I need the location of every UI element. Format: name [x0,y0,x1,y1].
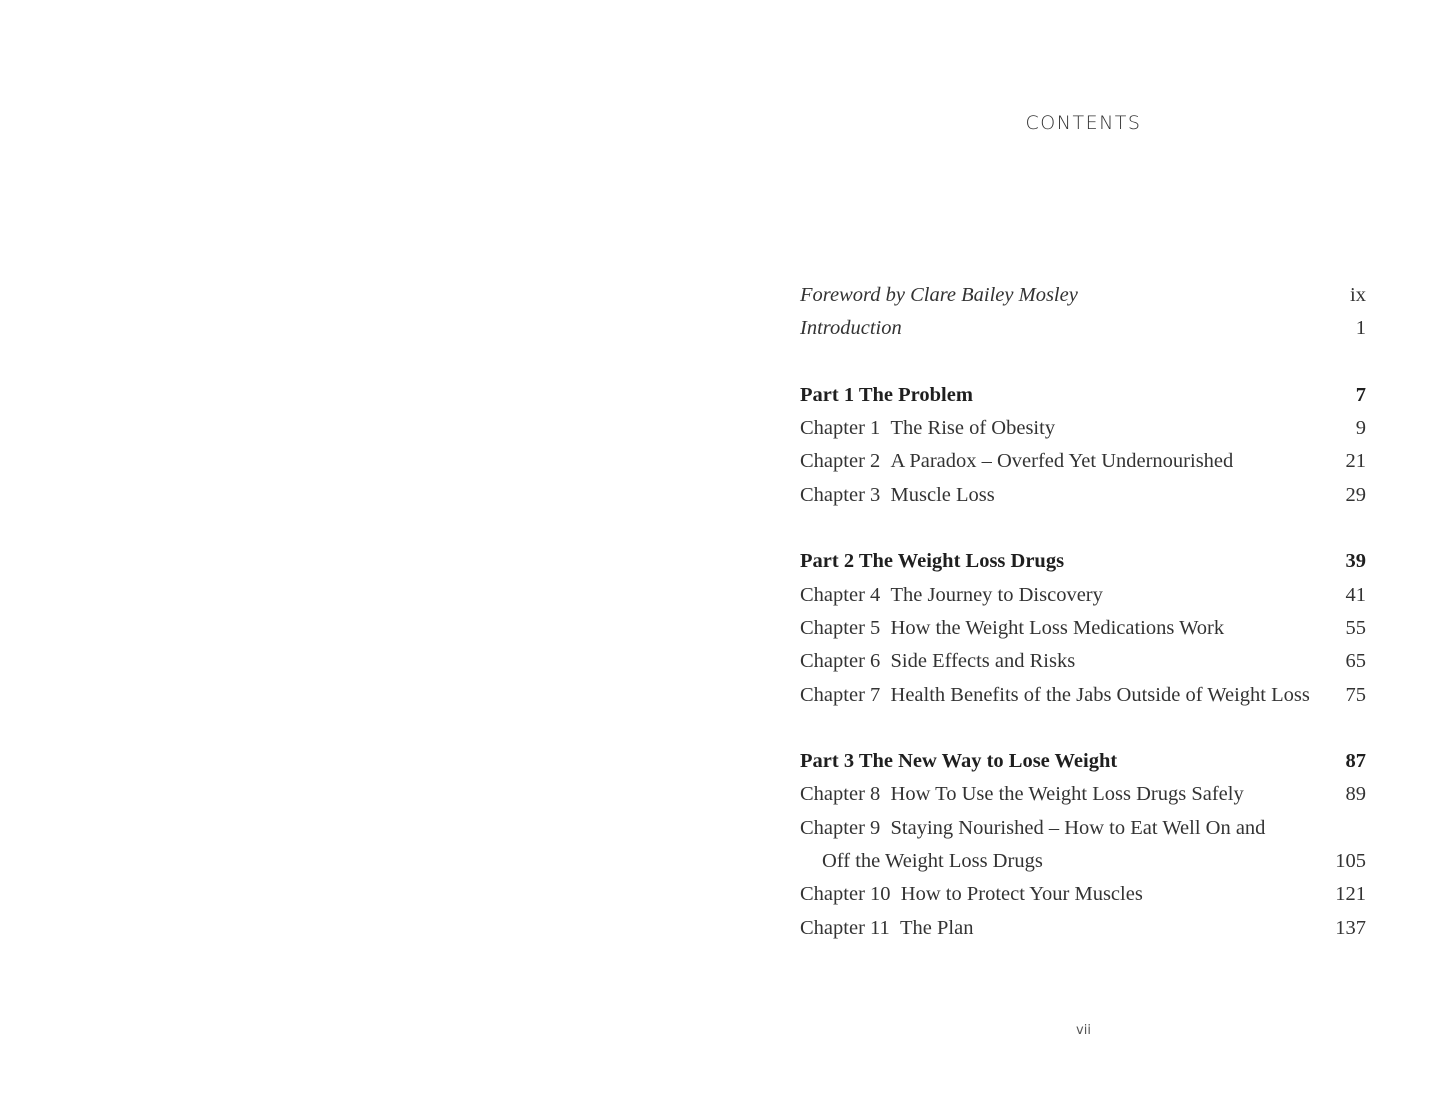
toc-chapter-2[interactable] [800,445,1366,478]
toc-chapter-10[interactable] [800,878,1366,911]
page-number: 55 [1345,616,1366,639]
page-folio: vii [1076,1023,1091,1038]
chapter-number: Chapter 4 [800,583,881,606]
right-page [722,0,1445,1105]
entry-title [800,579,1103,612]
toc-chapter-11[interactable] [800,912,1366,945]
section-spacer [800,712,1366,745]
chapter-number: Chapter 1 [800,417,881,440]
entry-title [800,445,1233,478]
page-number: 65 [1345,650,1366,673]
chapter-title: Muscle Loss [890,483,995,506]
toc-part-3[interactable] [800,745,1366,778]
chapter-number: Chapter 3 [800,483,881,506]
section-spacer [800,346,1366,379]
page-number: 121 [1335,883,1366,906]
page-number: 41 [1345,583,1366,606]
page-number: ix [1350,284,1366,306]
page-number: 9 [1355,417,1366,440]
part-title: Part 3 The New Way to Lose Weight [800,750,1118,773]
chapter-title: Health Benefits of the Jabs Outside of Weight Loss [890,683,1310,706]
chapter-title: The Plan [900,916,974,939]
toc-part-1[interactable] [800,379,1366,412]
chapter-number: Chapter 11 [800,916,890,939]
page-number: 21 [1345,450,1366,473]
page-number: 87 [1345,750,1366,773]
chapter-title: How the Weight Loss Medications Work [890,616,1225,639]
entry-title: Foreword by Clare Bailey Mosley [800,284,1078,306]
page-number: 105 [1335,850,1366,873]
page-title: CONTENTS [1025,112,1142,134]
entry-title: Introduction [800,317,902,340]
entry-title [800,912,973,945]
toc-chapter-4[interactable] [800,579,1366,612]
toc-chapter-3[interactable] [800,479,1366,512]
toc-chapter-9-continuation[interactable] [800,845,1366,878]
chapter-title-continuation: Off the Weight Loss Drugs [822,850,1043,873]
chapter-number: Chapter 7 [800,683,881,706]
toc-chapter-8[interactable] [800,778,1366,811]
section-spacer [800,512,1366,545]
entry-title [800,645,1075,678]
chapter-number: Chapter 2 [800,450,881,473]
page-number: 75 [1345,683,1366,706]
toc-chapter-7[interactable] [800,679,1366,712]
chapter-title: Side Effects and Risks [890,650,1076,673]
chapter-title: How To Use the Weight Loss Drugs Safely [890,783,1244,806]
page-number: 89 [1345,783,1366,806]
chapter-number: Chapter 6 [800,650,881,673]
chapter-number: Chapter 8 [800,783,881,806]
chapter-title: The Rise of Obesity [890,417,1056,440]
toc-entry-foreword[interactable] [800,279,1366,312]
entry-title [800,679,1310,712]
toc-chapter-6[interactable] [800,645,1366,678]
left-page-blank [0,0,722,1105]
toc-chapter-9[interactable] [800,812,1366,845]
entry-title [800,812,1265,845]
page-number: 39 [1345,550,1366,573]
part-title: Part 1 The Problem [800,383,973,406]
toc-chapter-1[interactable] [800,412,1366,445]
entry-title [800,778,1244,811]
page-number: 1 [1355,317,1366,340]
chapter-number: Chapter 5 [800,616,881,639]
table-of-contents [800,279,1366,945]
chapter-title: Staying Nourished – How to Eat Well On and [890,816,1266,839]
chapter-number: Chapter 10 [800,883,891,906]
chapter-title: A Paradox – Overfed Yet Undernourished [890,450,1234,473]
entry-title [800,612,1224,645]
chapter-number: Chapter 9 [800,816,881,839]
toc-chapter-5[interactable] [800,612,1366,645]
toc-part-2[interactable] [800,545,1366,578]
entry-title [800,878,1143,911]
entry-title [800,479,995,512]
page-number: 137 [1335,916,1366,939]
page-number: 29 [1345,483,1366,506]
entry-title [800,412,1055,445]
toc-entry-introduction[interactable] [800,312,1366,345]
part-title: Part 2 The Weight Loss Drugs [800,550,1065,573]
page-number: 7 [1355,383,1366,406]
chapter-title: How to Protect Your Muscles [900,883,1143,906]
chapter-title: The Journey to Discovery [890,583,1103,606]
